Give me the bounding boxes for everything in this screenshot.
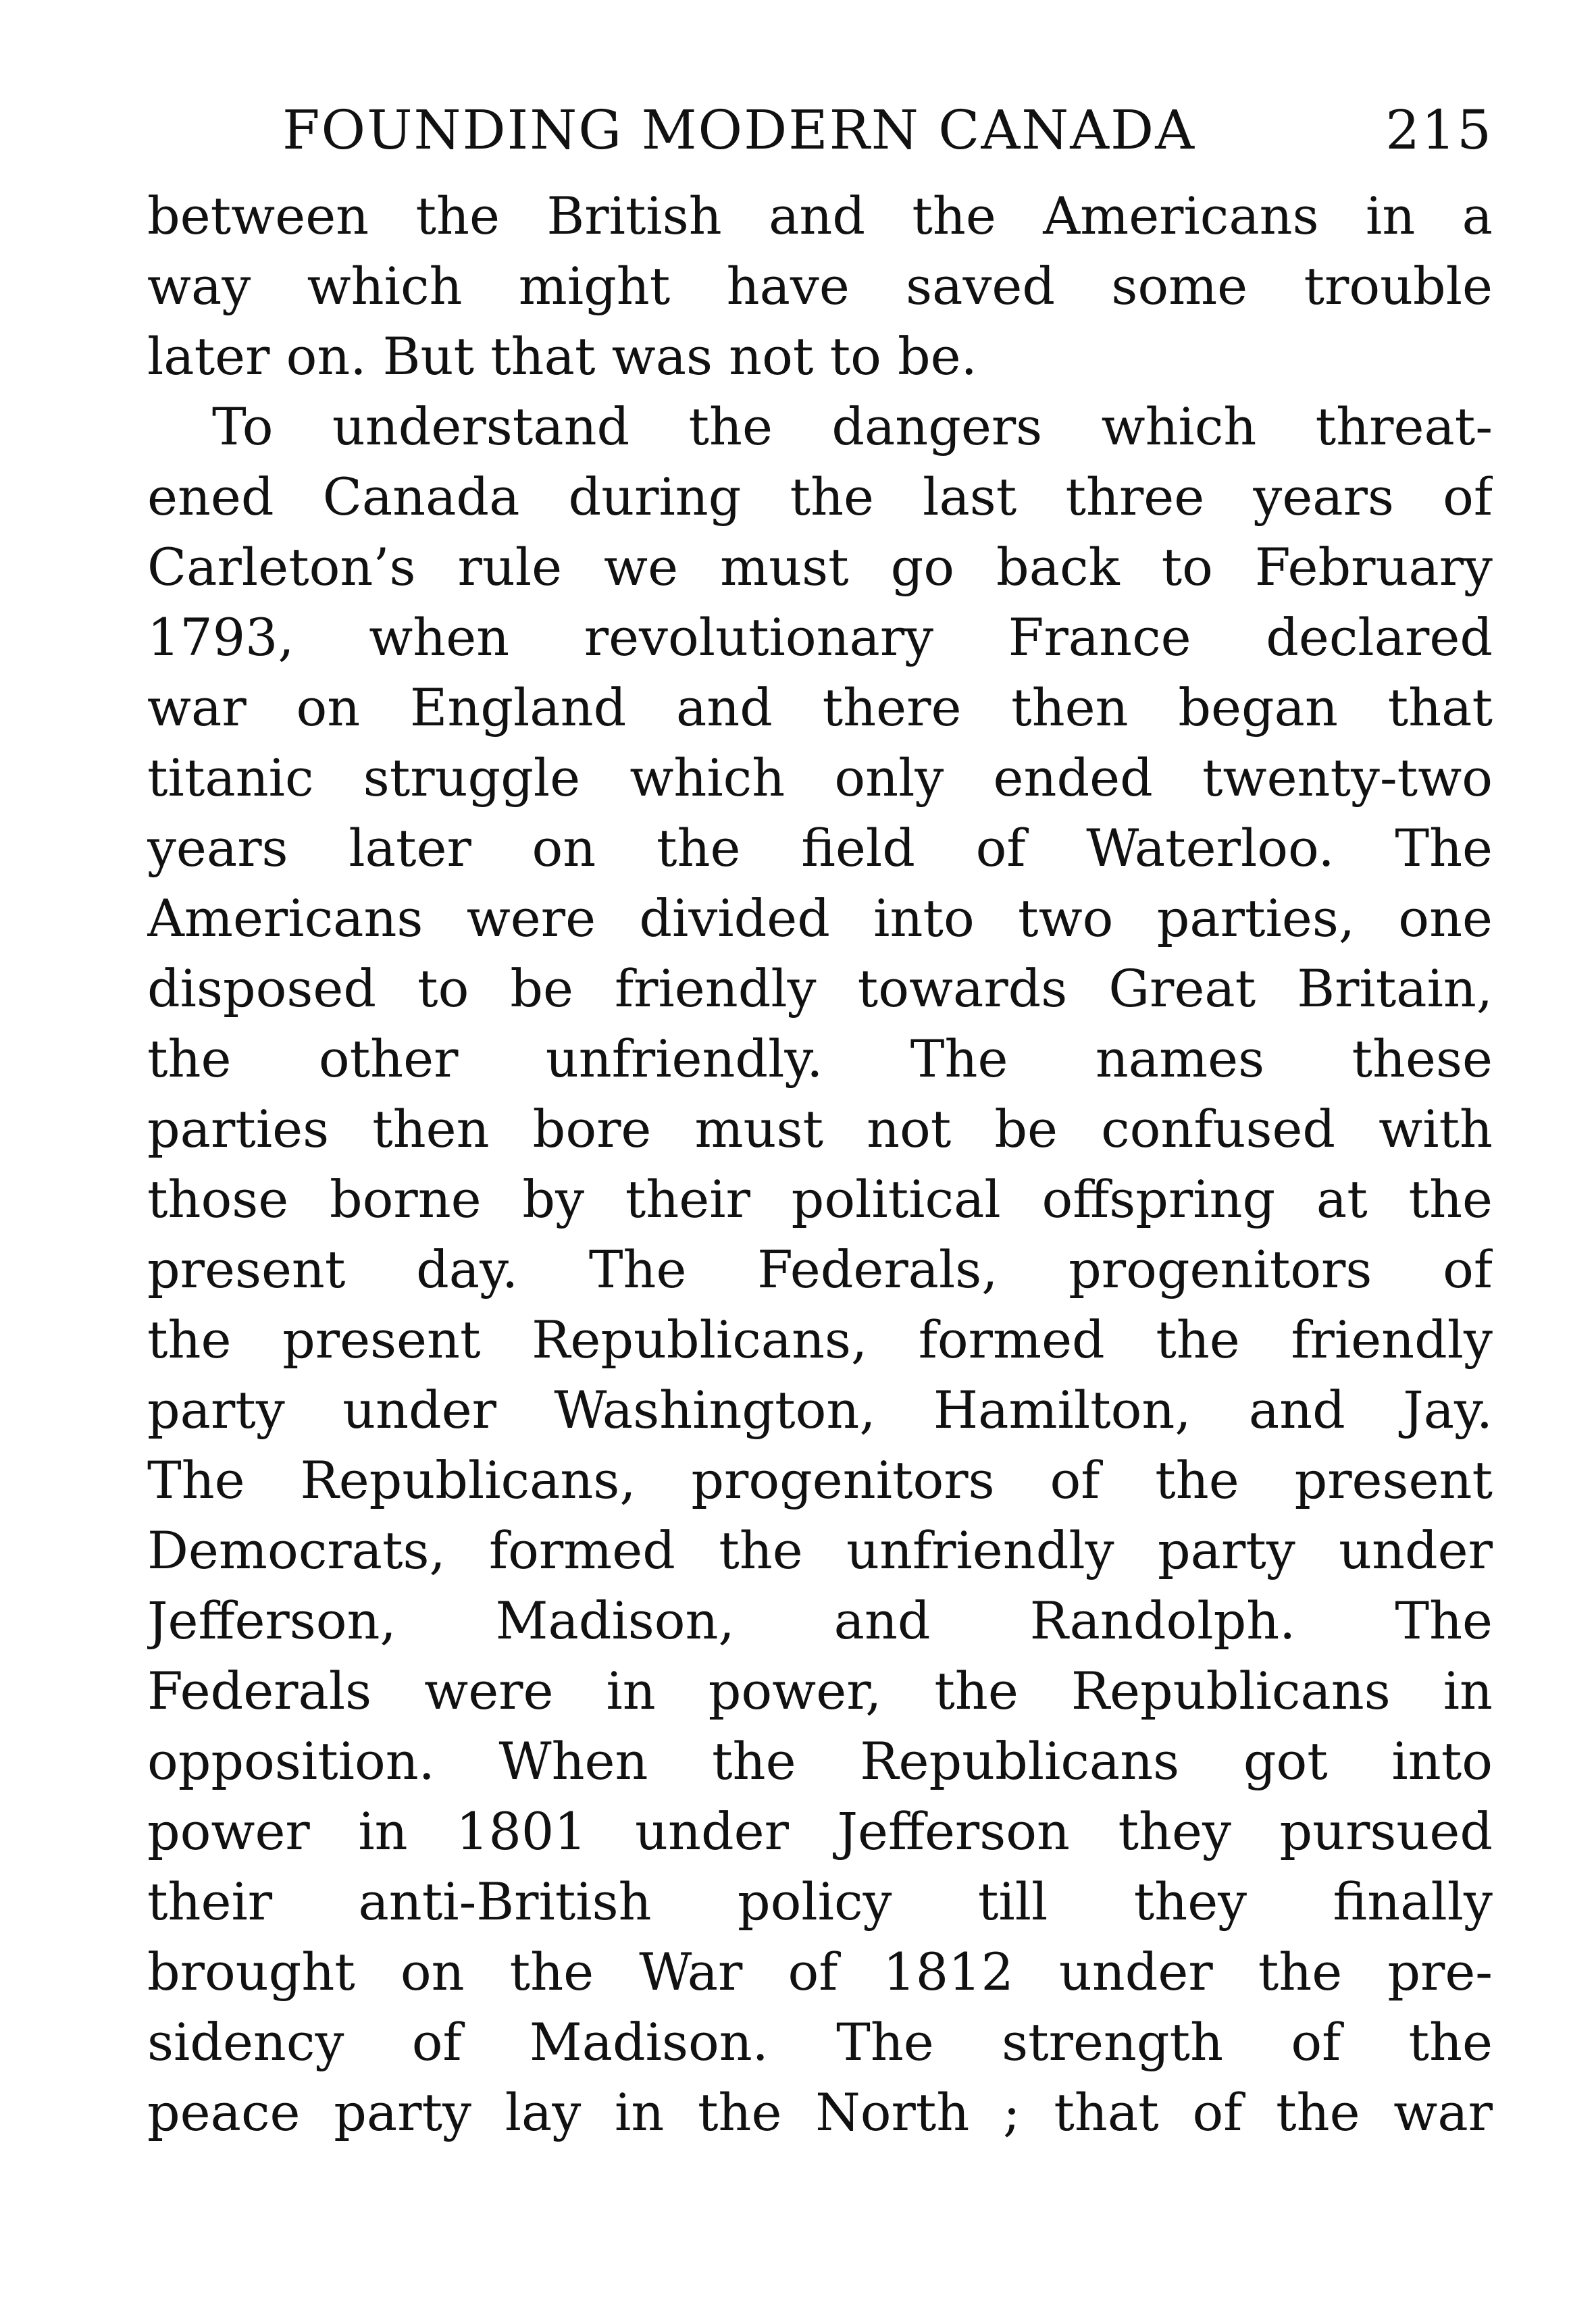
text-line: peace party lay in the North ; that of the war	[147, 2082, 1493, 2142]
text-line: parties then bore must not be confused with	[147, 1099, 1493, 1159]
text-line: disposed to be friendly towards Great Britain,	[147, 958, 1493, 1018]
text-line: between the British and the Americans in a	[147, 186, 1493, 246]
body-text	[147, 181, 1493, 2148]
text-line: war on England and there then began that	[147, 677, 1493, 738]
page-number: 215	[1385, 99, 1493, 161]
text-line: the other unfriendly. The names these	[147, 1029, 1493, 1089]
text-line: those borne by their political offspring at the	[147, 1169, 1493, 1229]
text-line: power in 1801 under Jefferson they pursued	[147, 1801, 1493, 1861]
text-line: later on. But that was not to be.	[147, 326, 977, 386]
text-line: the present Republicans, formed the friendly	[147, 1310, 1493, 1370]
text-line: The Republicans, progenitors of the present	[147, 1450, 1493, 1510]
text-line: Jefferson, Madison, and Randolph. The	[147, 1591, 1493, 1651]
text-line: opposition. When the Republicans got into	[147, 1731, 1493, 1791]
text-line: party under Washington, Hamilton, and Jay.	[147, 1380, 1493, 1440]
text-line: ened Canada during the last three years of	[147, 467, 1493, 527]
running-head-title: FOUNDING MODERN CANADA	[282, 99, 1195, 161]
text-line: Democrats, formed the unfriendly party under	[147, 1520, 1493, 1580]
text-line: present day. The Federals, progenitors of	[147, 1239, 1493, 1299]
text-line: Carleton’s rule we must go back to February	[147, 537, 1493, 597]
text-line: To understand the dangers which threat-	[212, 396, 1493, 457]
text-line: sidency of Madison. The strength of the	[147, 2012, 1493, 2072]
text-line: Federals were in power, the Republicans in	[147, 1661, 1493, 1721]
text-line: brought on the War of 1812 under the pre-	[147, 1942, 1493, 2002]
running-head	[282, 93, 1493, 167]
text-line: their anti-British policy till they finally	[147, 1872, 1493, 1932]
text-line: 1793, when revolutionary France declared	[147, 607, 1493, 667]
text-line: years later on the field of Waterloo. The	[147, 818, 1493, 878]
text-line: way which might have saved some trouble	[147, 256, 1493, 316]
text-line: titanic struggle which only ended twenty-two	[147, 748, 1493, 808]
text-line: Americans were divided into two parties, one	[147, 888, 1493, 948]
